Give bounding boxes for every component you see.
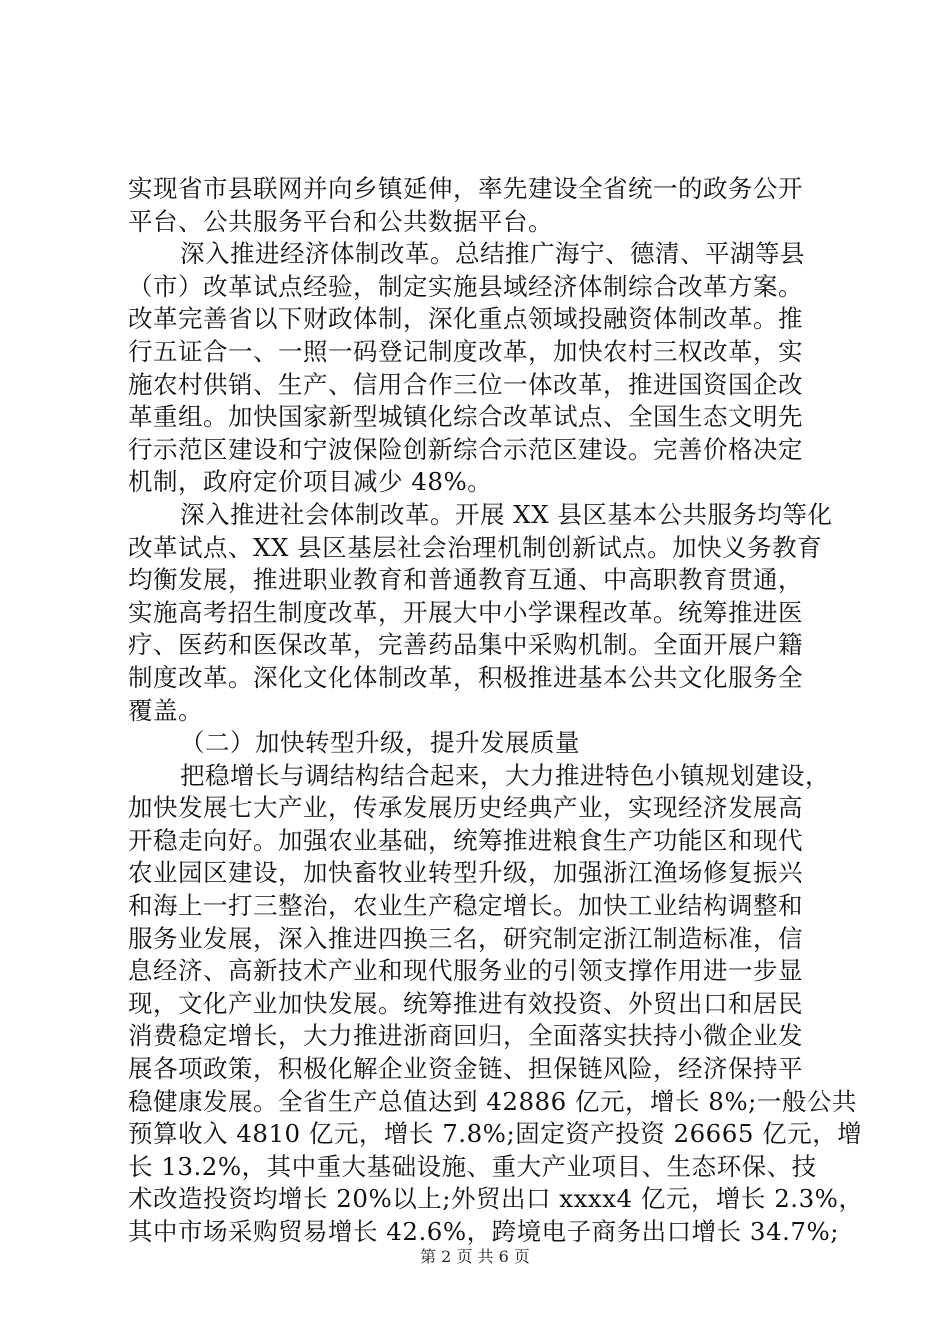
- text-line: 实现省市县联网并向乡镇延伸，率先建设全省统一的政务公开: [128, 174, 803, 203]
- text-line: 实施高考招生制度改革，开展大中小学课程改革。统筹推进医: [128, 597, 803, 627]
- text-line: 深入推进经济体制改革。总结推广海宁、德清、平湖等县: [180, 239, 805, 269]
- document-body: [128, 173, 864, 1249]
- text-line: 和海上一打三整治，农业生产稳定增长。加快工业结构调整和: [128, 891, 803, 921]
- text-line: 农业园区建设，加快畜牧业转型升级，加强浙江渔场修复振兴: [128, 858, 803, 888]
- text-line: 均衡发展，推进职业教育和普通教育互通、中高职教育贯通，: [128, 565, 803, 595]
- text-line: 改革完善省以下财政体制，深化重点领域投融资体制改革。推: [128, 304, 803, 334]
- text-line: 稳健康发展。全省生产总值达到 42886 亿元，增长 8%;一般公共: [128, 1086, 857, 1116]
- text-line: 疗、医药和医保改革，完善药品集中采购机制。全面开展户籍: [128, 630, 803, 660]
- text-line: 行示范区建设和宁波保险创新综合示范区建设。完善价格决定: [128, 434, 803, 464]
- text-line: 展各项政策，积极化解企业资金链、担保链风险，经济保持平: [128, 1054, 803, 1084]
- text-line: 预算收入 4810 亿元，增长 7.8%;固定资产投资 26665 亿元，增: [128, 1119, 863, 1149]
- text-line: 其中市场采购贸易增长 42.6%，跨境电子商务出口增长 34.7%;: [128, 1217, 839, 1246]
- text-line: 行五证合一、一照一码登记制度改革，加快农村三权改革，实: [128, 336, 803, 366]
- text-line: 现，文化产业加快发展。统筹推进有效投资、外贸出口和居民: [128, 988, 803, 1018]
- page-footer: 第 2 页 共 6 页: [420, 1247, 530, 1266]
- text-line: （市）改革试点经验，制定实施县域经济体制综合改革方案。: [128, 271, 803, 301]
- text-line: 开稳走向好。加强农业基础，统筹推进粮食生产功能区和现代: [128, 825, 803, 855]
- text-line: 深入推进社会体制改革。开展 XX 县区基本公共服务均等化: [180, 499, 833, 529]
- text-line: 术改造投资均增长 20%以上;外贸出口 xxxx4 亿元，增长 2.3%，: [128, 1184, 864, 1214]
- text-line: 机制，政府定价项目减少 48%。: [128, 467, 493, 497]
- text-line: 把稳增长与调结构结合起来，大力推进特色小镇规划建设，: [180, 760, 830, 790]
- text-line: 革重组。加快国家新型城镇化综合改革试点、全国生态文明先: [128, 402, 803, 432]
- text-line: 制度改革。深化文化体制改革，积极推进基本公共文化服务全: [128, 662, 803, 692]
- text-line: 覆盖。: [128, 695, 203, 725]
- text-line: 长 13.2%，其中重大基础设施、重大产业项目、生态环保、技: [128, 1151, 817, 1181]
- text-line: 平台、公共服务平台和公共数据平台。: [128, 206, 553, 236]
- text-line: （二）加快转型升级，提升发展质量: [180, 728, 580, 758]
- text-line: 息经济、高新技术产业和现代服务业的引领支撑作用进一步显: [128, 956, 803, 986]
- text-line: 改革试点、XX 县区基层社会治理机制创新试点。加快义务教育: [128, 532, 823, 562]
- text-line: 服务业发展，深入推进四换三名，研究制定浙江制造标准，信: [128, 923, 803, 953]
- text-line: 消费稳定增长，大力推进浙商回归，全面落实扶持小微企业发: [128, 1021, 803, 1051]
- text-line: 施农村供销、生产、信用合作三位一体改革，推进国资国企改: [128, 369, 803, 399]
- text-line: 加快发展七大产业，传承发展历史经典产业，实现经济发展高: [128, 793, 803, 823]
